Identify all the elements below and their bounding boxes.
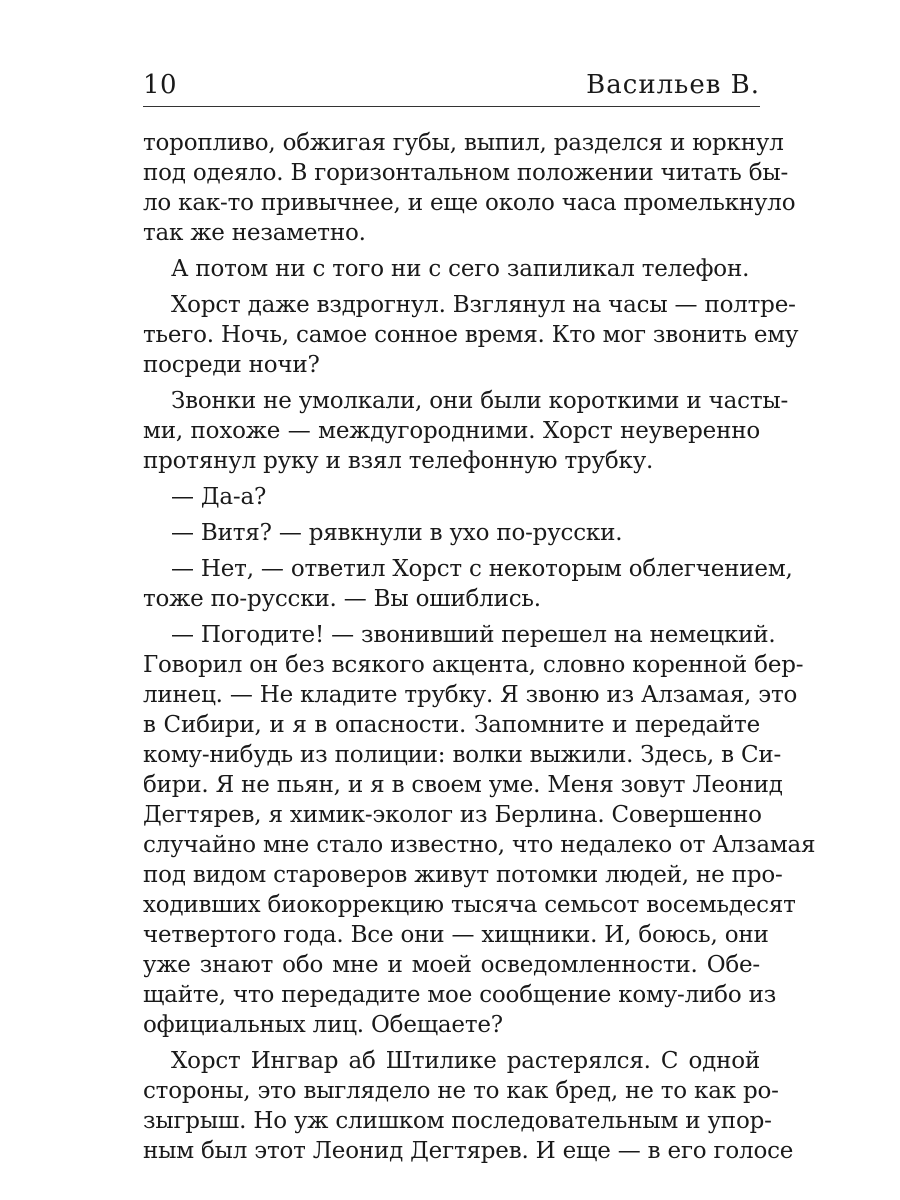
text-line: — Погодите! — звонивший перешел на немецкий.: [171, 622, 776, 648]
text-line: в Сибири, и я в опасности. Запомните и передайте: [143, 712, 760, 738]
paragraph: [143, 128, 796, 248]
text-line: посреди ночи?: [143, 352, 320, 378]
paragraph: [143, 1046, 794, 1166]
text-line: ми, похоже — междугородними. Хорст неуверенно: [143, 418, 760, 444]
text-line: ным был этот Леонид Дегтярев. И еще — в его голосе: [143, 1138, 794, 1164]
paragraph: [143, 254, 760, 284]
text-line: — Да-а?: [171, 484, 267, 510]
text-line: зыгрыш. Но уж слишком последовательным и упор-: [143, 1108, 772, 1134]
text-line: стороны, это выглядело не то как бред, не то как ро-: [143, 1078, 779, 1104]
text-line: под одеяло. В горизонтальном положении читать бы-: [143, 160, 789, 186]
text-line: кому-нибудь из полиции: волки выжили. Здесь, в Си-: [143, 742, 782, 768]
text-line: ло как-то привычнее, и еще около часа промелькнуло: [143, 190, 796, 216]
header-rule: [143, 106, 760, 107]
text-line: протянул руку и взял телефонную трубку.: [143, 448, 654, 474]
paragraph: [143, 386, 789, 476]
text-line: Говорил он без всякого акцента, словно коренной бер-: [143, 652, 804, 678]
text-line: Хорст даже вздрогнул. Взглянул на часы — полтре-: [171, 292, 796, 318]
text-line: под видом староверов живут потомки людей, не про-: [143, 862, 783, 888]
text-line: четвертого года. Все они — хищники. И, боюсь, они: [143, 922, 769, 948]
text-line: бири. Я не пьян, и я в своем уме. Меня зовут Леонид: [143, 772, 783, 798]
text-line: щайте, что передадите мое сообщение кому-либо из: [143, 982, 777, 1008]
running-head: [143, 66, 760, 104]
text-line: линец. — Не кладите трубку. Я звоню из Алзамая, это: [143, 682, 798, 708]
text-line: официальных лиц. Обещаете?: [143, 1012, 503, 1038]
paragraph: [143, 554, 793, 614]
text-line: тоже по-русски. — Вы ошиблись.: [143, 586, 541, 612]
running-title: Васильев В.: [586, 70, 760, 100]
text-line: Звонки не умолкали, они были короткими и часты-: [171, 388, 789, 414]
text-line: ходивших биокоррекцию тысяча семьсот восемьдесят: [143, 892, 796, 918]
paragraph: [143, 290, 799, 380]
page-number: 10: [143, 70, 178, 100]
text-line: случайно мне стало известно, что недалеко от Алзамая: [143, 832, 816, 858]
text-line: уже знают обо мне и моей осведомленности. Обе-: [143, 952, 760, 978]
paragraph: [143, 482, 760, 512]
text-line: А потом ни с того ни с сего запиликал телефон.: [171, 256, 750, 282]
text-line: — Нет, — ответил Хорст с некоторым облегчением,: [171, 556, 793, 582]
text-line: Дегтярев, я химик-эколог из Берлина. Совершенно: [143, 802, 762, 828]
text-line: — Витя? — рявкнули в ухо по-русски.: [171, 520, 623, 546]
paragraph: [143, 518, 760, 548]
body-text: [143, 128, 816, 1166]
text-line: так же незаметно.: [143, 220, 366, 246]
text-line: Хорст Ингвар аб Штилике растерялся. С одной: [171, 1048, 760, 1074]
paragraph: [143, 620, 816, 1040]
text-line: торопливо, обжигая губы, выпил, разделся и юркнул: [143, 130, 784, 156]
text-line: тьего. Ночь, самое сонное время. Кто мог звонить ему: [143, 322, 799, 348]
